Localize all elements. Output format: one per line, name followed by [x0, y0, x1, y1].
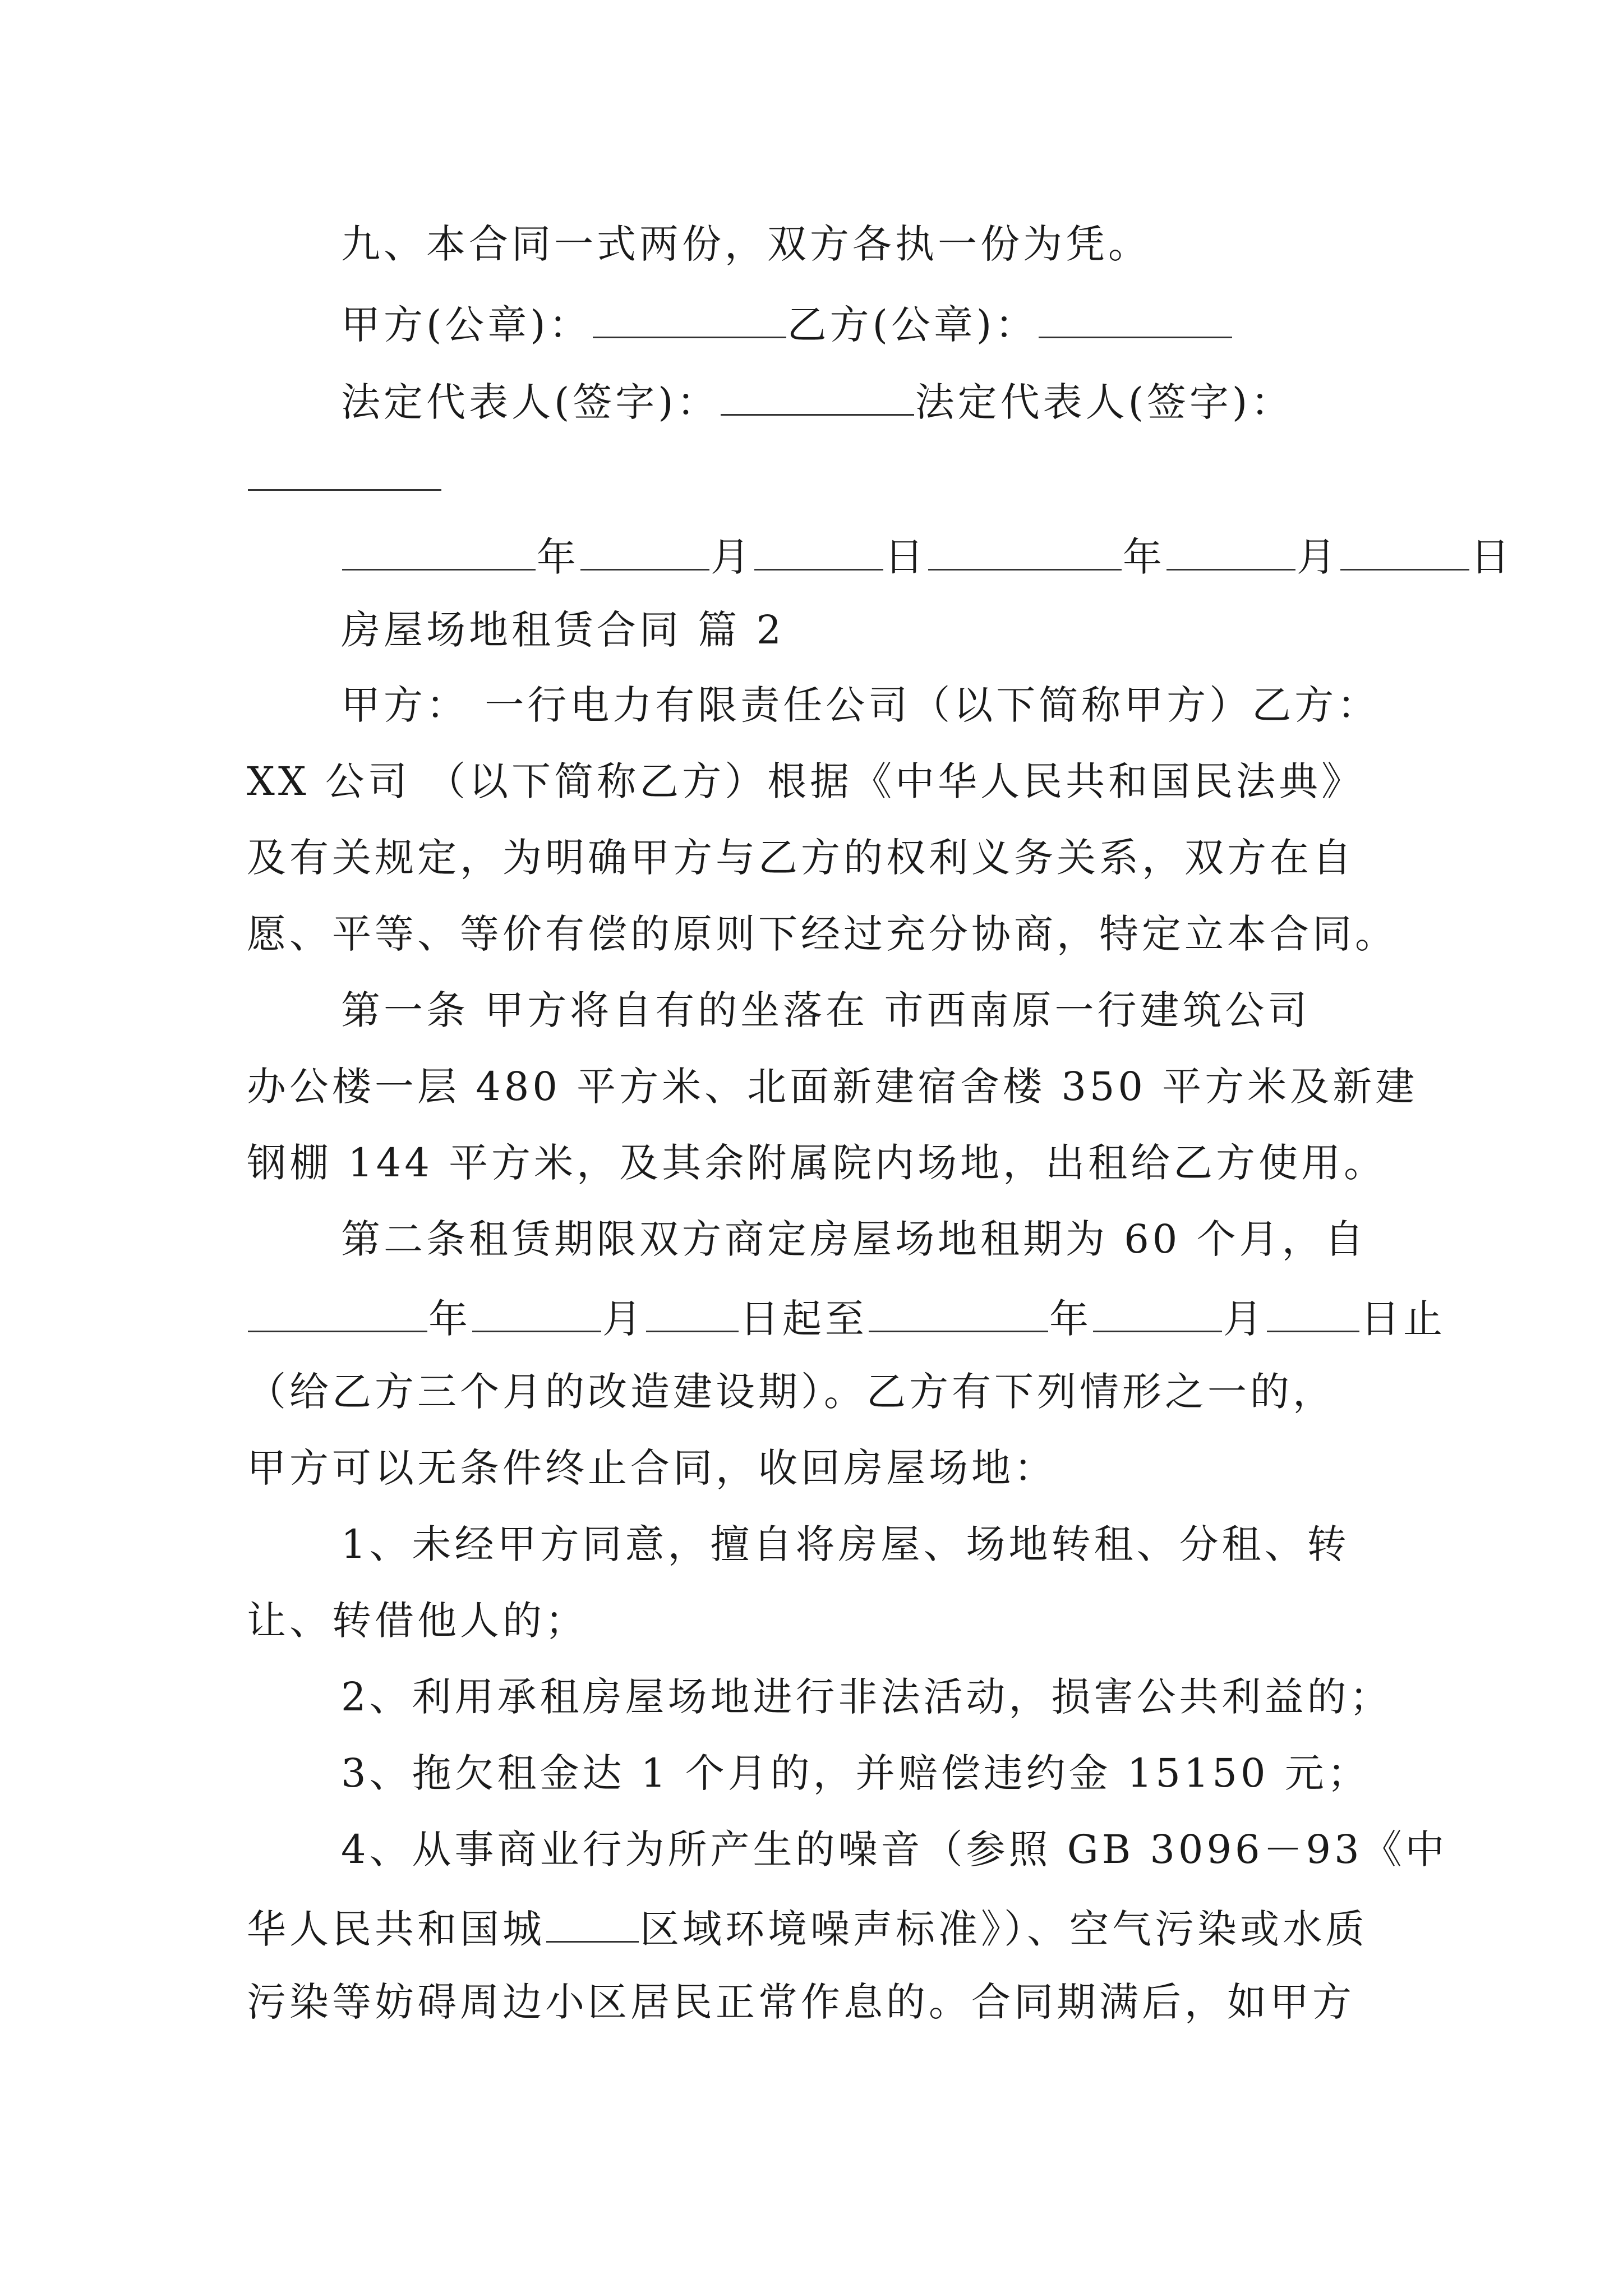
end-day-blank — [1267, 1296, 1359, 1332]
party-a-seal-blank — [593, 302, 786, 338]
start-day-blank — [646, 1296, 739, 1332]
parties-line-3: 及有关规定，为明确甲方与乙方的权利义务关系，双方在自 — [247, 835, 1355, 881]
paragraph-line — [247, 758, 1364, 804]
party-b-rep-label: 法定代表人(签字)： — [915, 379, 1294, 425]
seal-line — [341, 302, 1233, 348]
item-four-line-1: 4、从事商业行为所产生的噪音（参照 GB 3096－93《中 — [341, 1826, 1448, 1872]
paragraph-line — [247, 835, 1355, 881]
lease-period-line — [247, 1296, 1446, 1342]
clause-nine — [341, 221, 1151, 267]
paragraph-line — [341, 1521, 1350, 1567]
article-two-line-4: 甲方可以无条件终止合同，收回房屋场地： — [247, 1445, 1057, 1491]
start-day-label: 日起至 — [740, 1296, 868, 1342]
party-b-rep-blank — [248, 454, 441, 491]
article-one-line-1: 第一条 甲方将自有的坐落在 市西南原一行建筑公司 — [341, 987, 1311, 1033]
paragraph-line — [341, 1750, 1370, 1796]
start-month-label: 月 — [602, 1296, 645, 1342]
section-heading-text: 房屋场地租赁合同 篇 2 — [341, 607, 785, 653]
paragraph-line — [341, 1826, 1448, 1872]
article-two-line-3: （给乙方三个月的改造建设期）。乙方有下列情形之一的， — [247, 1369, 1335, 1415]
date-a-year-label: 年 — [537, 534, 579, 580]
end-month-blank — [1093, 1296, 1222, 1332]
date-b-day-blank — [1340, 534, 1469, 570]
end-day-label: 日止 — [1361, 1296, 1446, 1342]
item-one-line-1: 1、未经甲方同意，擅自将房屋、场地转租、分租、转 — [341, 1521, 1350, 1567]
representative-line — [341, 379, 1294, 425]
date-b-year-label: 年 — [1123, 534, 1165, 580]
paragraph-line — [341, 987, 1311, 1033]
paragraph-line — [247, 911, 1398, 957]
section-heading — [341, 607, 785, 653]
date-line — [341, 534, 1513, 580]
article-one-line-2: 办公楼一层 480 平方米、北面新建宿舍楼 350 平方米及新建 — [247, 1064, 1418, 1110]
party-a-rep-label: 法定代表人(签字)： — [341, 379, 720, 425]
party-b-seal-label: 乙方(公章)： — [787, 302, 1038, 348]
paragraph-line — [341, 682, 1380, 728]
paragraph-line — [247, 1979, 1355, 2025]
parties-line-4: 愿、平等、等价有偿的原则下经过充分协商，特定立本合同。 — [247, 911, 1398, 957]
date-a-day-label: 日 — [884, 534, 927, 580]
paragraph-line — [247, 1906, 1368, 1952]
article-one-line-3: 钢棚 144 平方米，及其余附属院内场地，出租给乙方使用。 — [247, 1140, 1387, 1186]
date-a-year-blank — [342, 534, 536, 570]
parties-line-1: 甲方： 一行电力有限责任公司（以下简称甲方）乙方： — [341, 682, 1380, 728]
item-three: 3、拖欠租金达 1 个月的，并赔偿违约金 15150 元； — [341, 1750, 1370, 1796]
paragraph-line — [341, 1216, 1367, 1262]
noise-class-blank — [546, 1906, 639, 1943]
clause-nine-text: 九、本合同一式两份，双方各执一份为凭。 — [341, 221, 1151, 267]
end-year-blank — [869, 1296, 1048, 1332]
paragraph-line — [247, 1598, 588, 1644]
paragraph-line — [247, 1369, 1335, 1415]
paragraph-line — [341, 1674, 1393, 1720]
start-year-blank — [248, 1296, 427, 1332]
item-four-line-3: 污染等妨碍周边小区居民正常作息的。合同期满后，如甲方 — [247, 1979, 1355, 2025]
paragraph-line — [247, 1064, 1418, 1110]
date-a-month-blank — [580, 534, 709, 570]
paragraph-line — [247, 1140, 1387, 1186]
date-a-month-label: 月 — [711, 534, 753, 580]
start-year-label: 年 — [428, 1296, 471, 1342]
party-b-rep-blank-line — [247, 454, 442, 497]
item-four-line-2b: 区域环境噪声标准》）、空气污染或水质 — [640, 1906, 1368, 1952]
item-two: 2、利用承租房屋场地进行非法活动，损害公共利益的； — [341, 1674, 1393, 1720]
end-month-label: 月 — [1223, 1296, 1266, 1342]
end-year-label: 年 — [1049, 1296, 1092, 1342]
date-b-month-label: 月 — [1297, 534, 1339, 580]
date-a-day-blank — [754, 534, 883, 570]
date-b-month-blank — [1166, 534, 1295, 570]
item-four-line-2a: 华人民共和国城 — [247, 1906, 545, 1952]
date-b-year-blank — [928, 534, 1122, 570]
start-month-blank — [472, 1296, 601, 1332]
party-b-seal-blank — [1039, 302, 1232, 338]
paragraph-line — [247, 1445, 1057, 1491]
item-one-line-2: 让、转借他人的； — [247, 1598, 588, 1644]
party-a-rep-blank — [721, 379, 914, 416]
date-b-day-label: 日 — [1470, 534, 1513, 580]
parties-line-2: XX 公司 （以下简称乙方）根据《中华人民共和国民法典》 — [247, 758, 1364, 804]
article-two-line-1: 第二条租赁期限双方商定房屋场地租期为 60 个月，自 — [341, 1216, 1367, 1262]
party-a-seal-label: 甲方(公章)： — [341, 302, 592, 348]
